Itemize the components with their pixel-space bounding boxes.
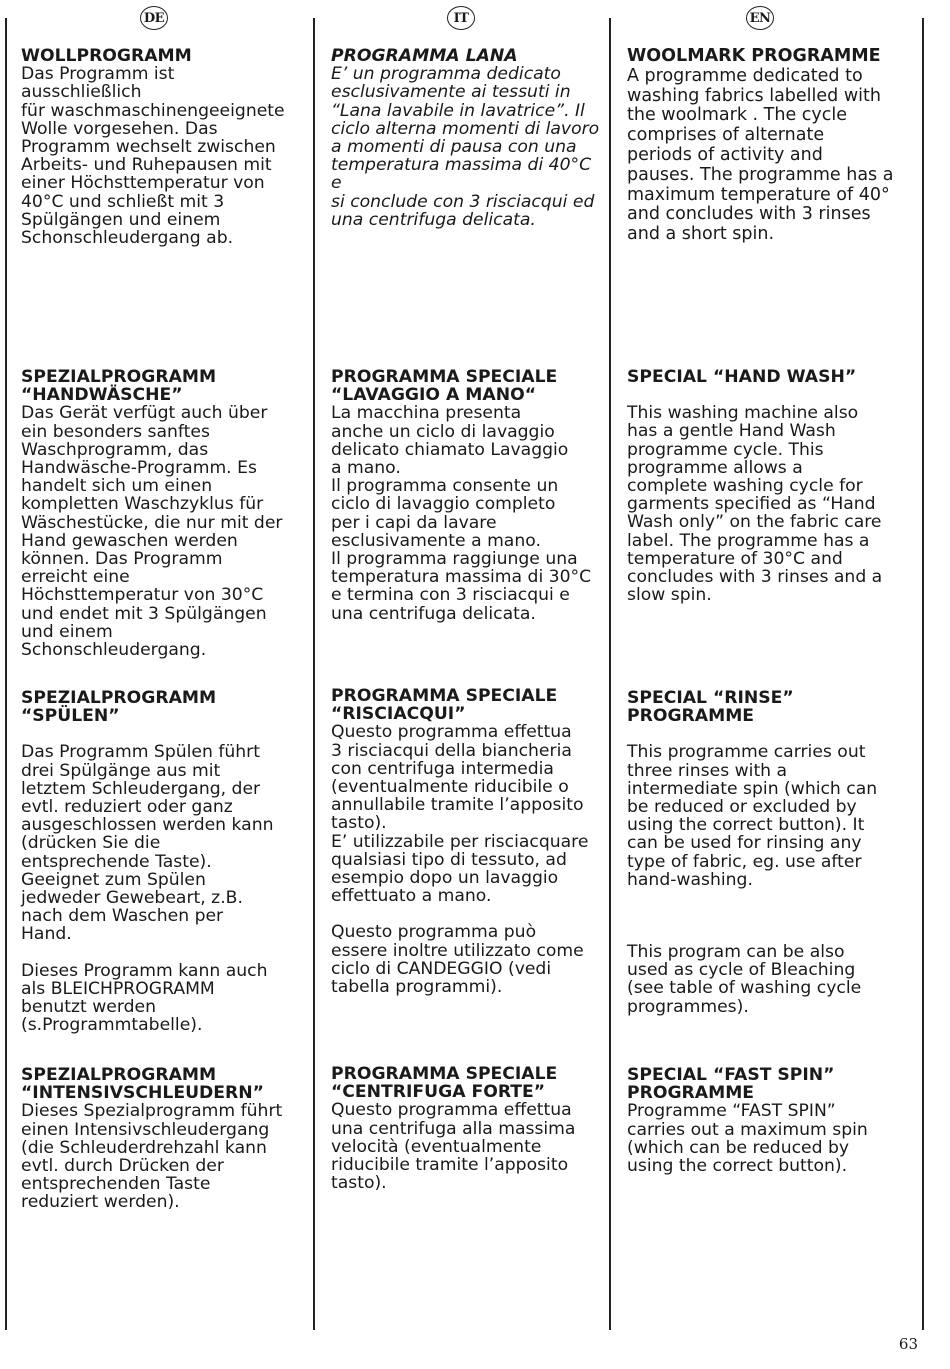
- text-line: A programme dedicated to: [627, 65, 863, 86]
- column-rule-middle-2: [609, 18, 611, 1330]
- text-line: a mano.: [331, 458, 401, 479]
- text-line: can be used for rinsing any: [627, 833, 862, 854]
- en-rinse-body-2: [627, 943, 917, 1016]
- text-line: E’ utilizzabile per risciacquare: [331, 831, 589, 852]
- language-badge-de: DE: [140, 6, 168, 30]
- text-line: Questo programma effettua: [331, 722, 572, 743]
- text-line: intermediate spin (which can: [627, 778, 878, 799]
- text-line: entsprechende Taste).: [21, 851, 212, 872]
- text-line: “INTENSIVSCHLEUDERN”: [21, 1083, 264, 1104]
- text-line: esclusivamente ai tessuti in: [331, 82, 571, 103]
- text-line: e termina con 3 risciacqui e: [331, 585, 570, 606]
- text-line: einer Höchsttemperatur von: [21, 173, 265, 194]
- text-line: hand-washing.: [627, 869, 753, 890]
- text-line: Il programma raggiunge una: [331, 549, 578, 570]
- text-line: tasto).: [331, 1173, 387, 1194]
- text-line: Waschprogramm, das: [21, 439, 209, 460]
- text-line: einen Intensivschleudergang: [21, 1119, 270, 1140]
- text-line: Wash only” on the fabric care: [627, 512, 882, 533]
- text-line: Höchsttemperatur von 30°C: [21, 585, 264, 606]
- text-line: una centrifuga alla massima: [331, 1118, 576, 1139]
- text-line: Das Programm ist ausschließlich: [21, 64, 175, 103]
- text-line: Handwäsche-Programm. Es: [21, 458, 257, 479]
- en-spin-body: [627, 1102, 917, 1175]
- text-line: drei Spülgänge aus mit: [21, 760, 221, 781]
- en-wool-title: WOOLMARK PROGRAMME: [627, 46, 881, 66]
- text-line: anche un ciclo di lavaggio: [331, 421, 555, 442]
- de-rinse-title: SPEZIALPROGRAMM “SPÜLEN”: [21, 688, 217, 727]
- text-line: jedweder Gewebeart, z.B.: [21, 888, 243, 909]
- de-wool-body: [21, 65, 293, 247]
- text-line: SPEZIALPROGRAMM: [21, 1065, 217, 1085]
- text-line: label. The programme has a: [627, 530, 870, 551]
- text-line: PROGRAMME: [627, 1083, 755, 1104]
- text-line: temperatura massima di 30°C: [331, 567, 592, 588]
- text-line: ausgeschlossen werden kann: [21, 815, 274, 836]
- de-handwash-title: [21, 368, 293, 404]
- text-line: und einem: [21, 621, 113, 642]
- text-line: “CENTRIFUGA FORTE”: [331, 1082, 546, 1103]
- text-line: (die Schleuderdrehzahl kann: [21, 1137, 267, 1158]
- text-line: Wolle vorgesehen. Das: [21, 118, 218, 139]
- text-line: Schonschleudergang.: [21, 640, 207, 661]
- text-line: “Lana lavabile in lavatrice”. Il: [331, 100, 585, 121]
- text-line: per i capi da lavare: [331, 512, 497, 533]
- text-line: “LAVAGGIO A MANO“: [331, 385, 537, 406]
- text-line: programmes).: [627, 996, 749, 1017]
- text-line: washing fabrics labelled with: [627, 85, 881, 106]
- it-handwash-title: [331, 368, 603, 404]
- text-line: reduziert werden).: [21, 1192, 180, 1213]
- text-line: used as cycle of Bleaching: [627, 960, 856, 981]
- text-line: esempio dopo un lavaggio: [331, 868, 559, 889]
- text-line: This program can be also: [627, 942, 845, 963]
- text-line: letztem Schleudergang, der: [21, 778, 261, 799]
- text-line: kompletten Waschzyklus für: [21, 494, 264, 515]
- en-wool-section: [627, 47, 917, 245]
- en-rinse-section: [627, 689, 917, 1016]
- text-line: erreicht eine: [21, 567, 130, 588]
- de-spin-title: [21, 1066, 293, 1102]
- text-line: una centrifuga delicata.: [331, 603, 536, 624]
- text-line: concludes with 3 rinses and a: [627, 567, 883, 588]
- text-line: qualsiasi tipo di tessuto, ad: [331, 849, 567, 870]
- text-line: temperatura massima di 40°C e: [331, 155, 592, 194]
- text-line: ciclo di lavaggio completo: [331, 494, 556, 515]
- text-line: Il programma consente un: [331, 476, 559, 497]
- text-line: type of fabric, eg. use after: [627, 851, 862, 872]
- text-line: (drücken Sie die: [21, 833, 161, 854]
- text-line: comprises of alternate: [627, 125, 825, 146]
- it-handwash-body: [331, 404, 603, 622]
- text-line: ciclo alterna momenti di lavoro: [331, 118, 600, 139]
- text-line: La macchina presenta: [331, 403, 522, 424]
- de-wool-title: WOLLPROGRAMM: [21, 46, 192, 66]
- text-line: programme cycle. This: [627, 439, 824, 460]
- it-wool-title: PROGRAMMA LANA: [331, 46, 518, 66]
- text-line: has a gentle Hand Wash: [627, 421, 836, 442]
- text-line: a momenti di pausa con una: [331, 137, 577, 158]
- it-rinse-body-2: [331, 923, 603, 996]
- text-line: garments specified as “Hand: [627, 494, 876, 515]
- text-line: E’ un programma dedicato: [331, 64, 561, 85]
- text-line: Questo programma effettua: [331, 1100, 572, 1121]
- de-handwash-section: [21, 368, 293, 659]
- en-handwash-body: [627, 404, 917, 604]
- text-line: “HANDWÄSCHE”: [21, 385, 183, 406]
- it-handwash-section: [331, 368, 603, 623]
- text-line: PROGRAMMA SPECIALE: [331, 367, 558, 387]
- text-line: (eventualmente riducibile o: [331, 777, 569, 798]
- text-line: slow spin.: [627, 585, 712, 606]
- text-line: the woolmark . The cycle: [627, 105, 847, 126]
- text-line: tabella programmi).: [331, 977, 503, 998]
- en-spin-section: [627, 1066, 917, 1175]
- de-wool-section: [21, 47, 293, 247]
- text-line: Arbeits- und Ruhepausen mit: [21, 155, 272, 176]
- text-line: esclusivamente a mano.: [331, 530, 541, 551]
- it-rinse-title: [331, 687, 603, 723]
- en-rinse-title: SPECIAL “RINSE” PROGRAMME: [627, 688, 794, 727]
- text-line: velocità (eventualmente: [331, 1136, 542, 1157]
- text-line: and concludes with 3 rinses: [627, 204, 871, 225]
- text-line: riducibile tramite l’apposito: [331, 1155, 569, 1176]
- it-wool-body: [331, 65, 603, 229]
- de-handwash-body: [21, 404, 293, 659]
- en-rinse-body: [627, 743, 917, 889]
- text-line: 40°C und schließt mit 3: [21, 191, 225, 212]
- text-line: Dieses Programm kann auch: [21, 960, 268, 981]
- column-rule-left: [5, 18, 7, 1330]
- it-rinse-body: [331, 723, 603, 905]
- text-line: Das Programm Spülen führt: [21, 742, 260, 763]
- text-line: Das Gerät verfügt auch über: [21, 403, 268, 424]
- text-line: programme allows a: [627, 457, 803, 478]
- text-line: tasto).: [331, 813, 387, 834]
- text-line: benutzt werden: [21, 997, 157, 1018]
- text-line: annullabile tramite l’apposito: [331, 795, 584, 816]
- column-rule-right: [922, 18, 924, 1330]
- text-line: This programme carries out: [627, 742, 866, 763]
- en-wool-body: [627, 67, 917, 245]
- text-line: be reduced or excluded by: [627, 797, 857, 818]
- en-spin-title: [627, 1066, 917, 1102]
- text-line: SPECIAL “FAST SPIN”: [627, 1065, 835, 1085]
- text-line: Schonschleudergang ab.: [21, 228, 234, 249]
- it-spin-body: [331, 1101, 603, 1192]
- text-line: für waschmaschinengeeignete: [21, 100, 285, 121]
- de-spin-section: [21, 1066, 293, 1212]
- text-line: Geeignet zum Spülen: [21, 869, 206, 890]
- text-line: Hand.: [21, 924, 72, 945]
- text-line: können. Das Programm: [21, 549, 223, 570]
- text-line: nach dem Waschen per: [21, 906, 224, 927]
- text-line: Hand gewaschen werden: [21, 530, 238, 551]
- language-badge-en: EN: [746, 6, 774, 30]
- it-spin-section: [331, 1065, 603, 1192]
- text-line: una centrifuga delicata.: [331, 209, 536, 230]
- text-line: als BLEICHPROGRAMM: [21, 978, 215, 999]
- text-line: ein besonders sanftes: [21, 421, 210, 442]
- text-line: This washing machine also: [627, 403, 859, 424]
- de-rinse-body: [21, 743, 293, 943]
- text-line: (see table of washing cycle: [627, 978, 862, 999]
- text-line: si conclude con 3 risciacqui ed: [331, 191, 595, 212]
- text-line: handelt sich um einen: [21, 476, 213, 497]
- text-line: periods of activity and: [627, 144, 823, 165]
- text-line: using the correct button).: [627, 1156, 848, 1177]
- text-line: SPEZIALPROGRAMM: [21, 367, 217, 387]
- text-line: und endet mit 3 Spülgängen: [21, 603, 267, 624]
- it-rinse-section: [331, 687, 603, 996]
- text-line: evtl. durch Drücken der: [21, 1156, 224, 1177]
- text-line: Questo programma può: [331, 922, 537, 943]
- text-line: PROGRAMMA SPECIALE: [331, 686, 558, 706]
- text-line: (s.Programmtabelle).: [21, 1015, 203, 1036]
- de-rinse-body-2: [21, 962, 293, 1035]
- text-line: (which can be reduced by: [627, 1137, 850, 1158]
- text-line: Wäschestücke, die nur mit der: [21, 512, 283, 533]
- text-line: “RISCIACQUI”: [331, 704, 466, 725]
- de-spin-body: [21, 1102, 293, 1211]
- text-line: entsprechenden Taste: [21, 1174, 211, 1195]
- en-handwash-title: SPECIAL “HAND WASH”: [627, 367, 857, 387]
- text-line: Dieses Spezialprogramm führt: [21, 1101, 283, 1122]
- column-rule-middle-1: [313, 18, 315, 1330]
- it-spin-title: [331, 1065, 603, 1101]
- language-badge-it: IT: [447, 6, 475, 30]
- text-line: evtl. reduziert oder ganz: [21, 797, 233, 818]
- text-line: maximum temperature of 40°: [627, 184, 890, 205]
- text-line: temperature of 30°C and: [627, 548, 843, 569]
- text-line: three rinses with a: [627, 760, 788, 781]
- text-line: con centrifuga intermedia: [331, 758, 554, 779]
- text-line: effettuato a mano.: [331, 886, 492, 907]
- en-handwash-section: [627, 368, 917, 604]
- text-line: carries out a maximum spin: [627, 1119, 868, 1140]
- text-line: using the correct button). It: [627, 815, 865, 836]
- text-line: complete washing cycle for: [627, 476, 863, 497]
- text-line: ciclo di CANDEGGIO (vedi: [331, 958, 552, 979]
- text-line: PROGRAMMA SPECIALE: [331, 1064, 558, 1084]
- de-rinse-section: [21, 689, 293, 1034]
- text-line: Programm wechselt zwischen: [21, 137, 276, 158]
- text-line: essere inoltre utilizzato come: [331, 940, 584, 961]
- text-line: Programme “FAST SPIN”: [627, 1101, 836, 1122]
- text-line: 3 risciacqui della biancheria: [331, 740, 572, 761]
- it-wool-section: [331, 47, 603, 229]
- text-line: pauses. The programme has a: [627, 164, 894, 185]
- text-line: Spülgängen und einem: [21, 209, 221, 230]
- text-line: delicato chiamato Lavaggio: [331, 439, 569, 460]
- text-line: and a short spin.: [627, 224, 775, 245]
- page-number: 63: [898, 1335, 918, 1353]
